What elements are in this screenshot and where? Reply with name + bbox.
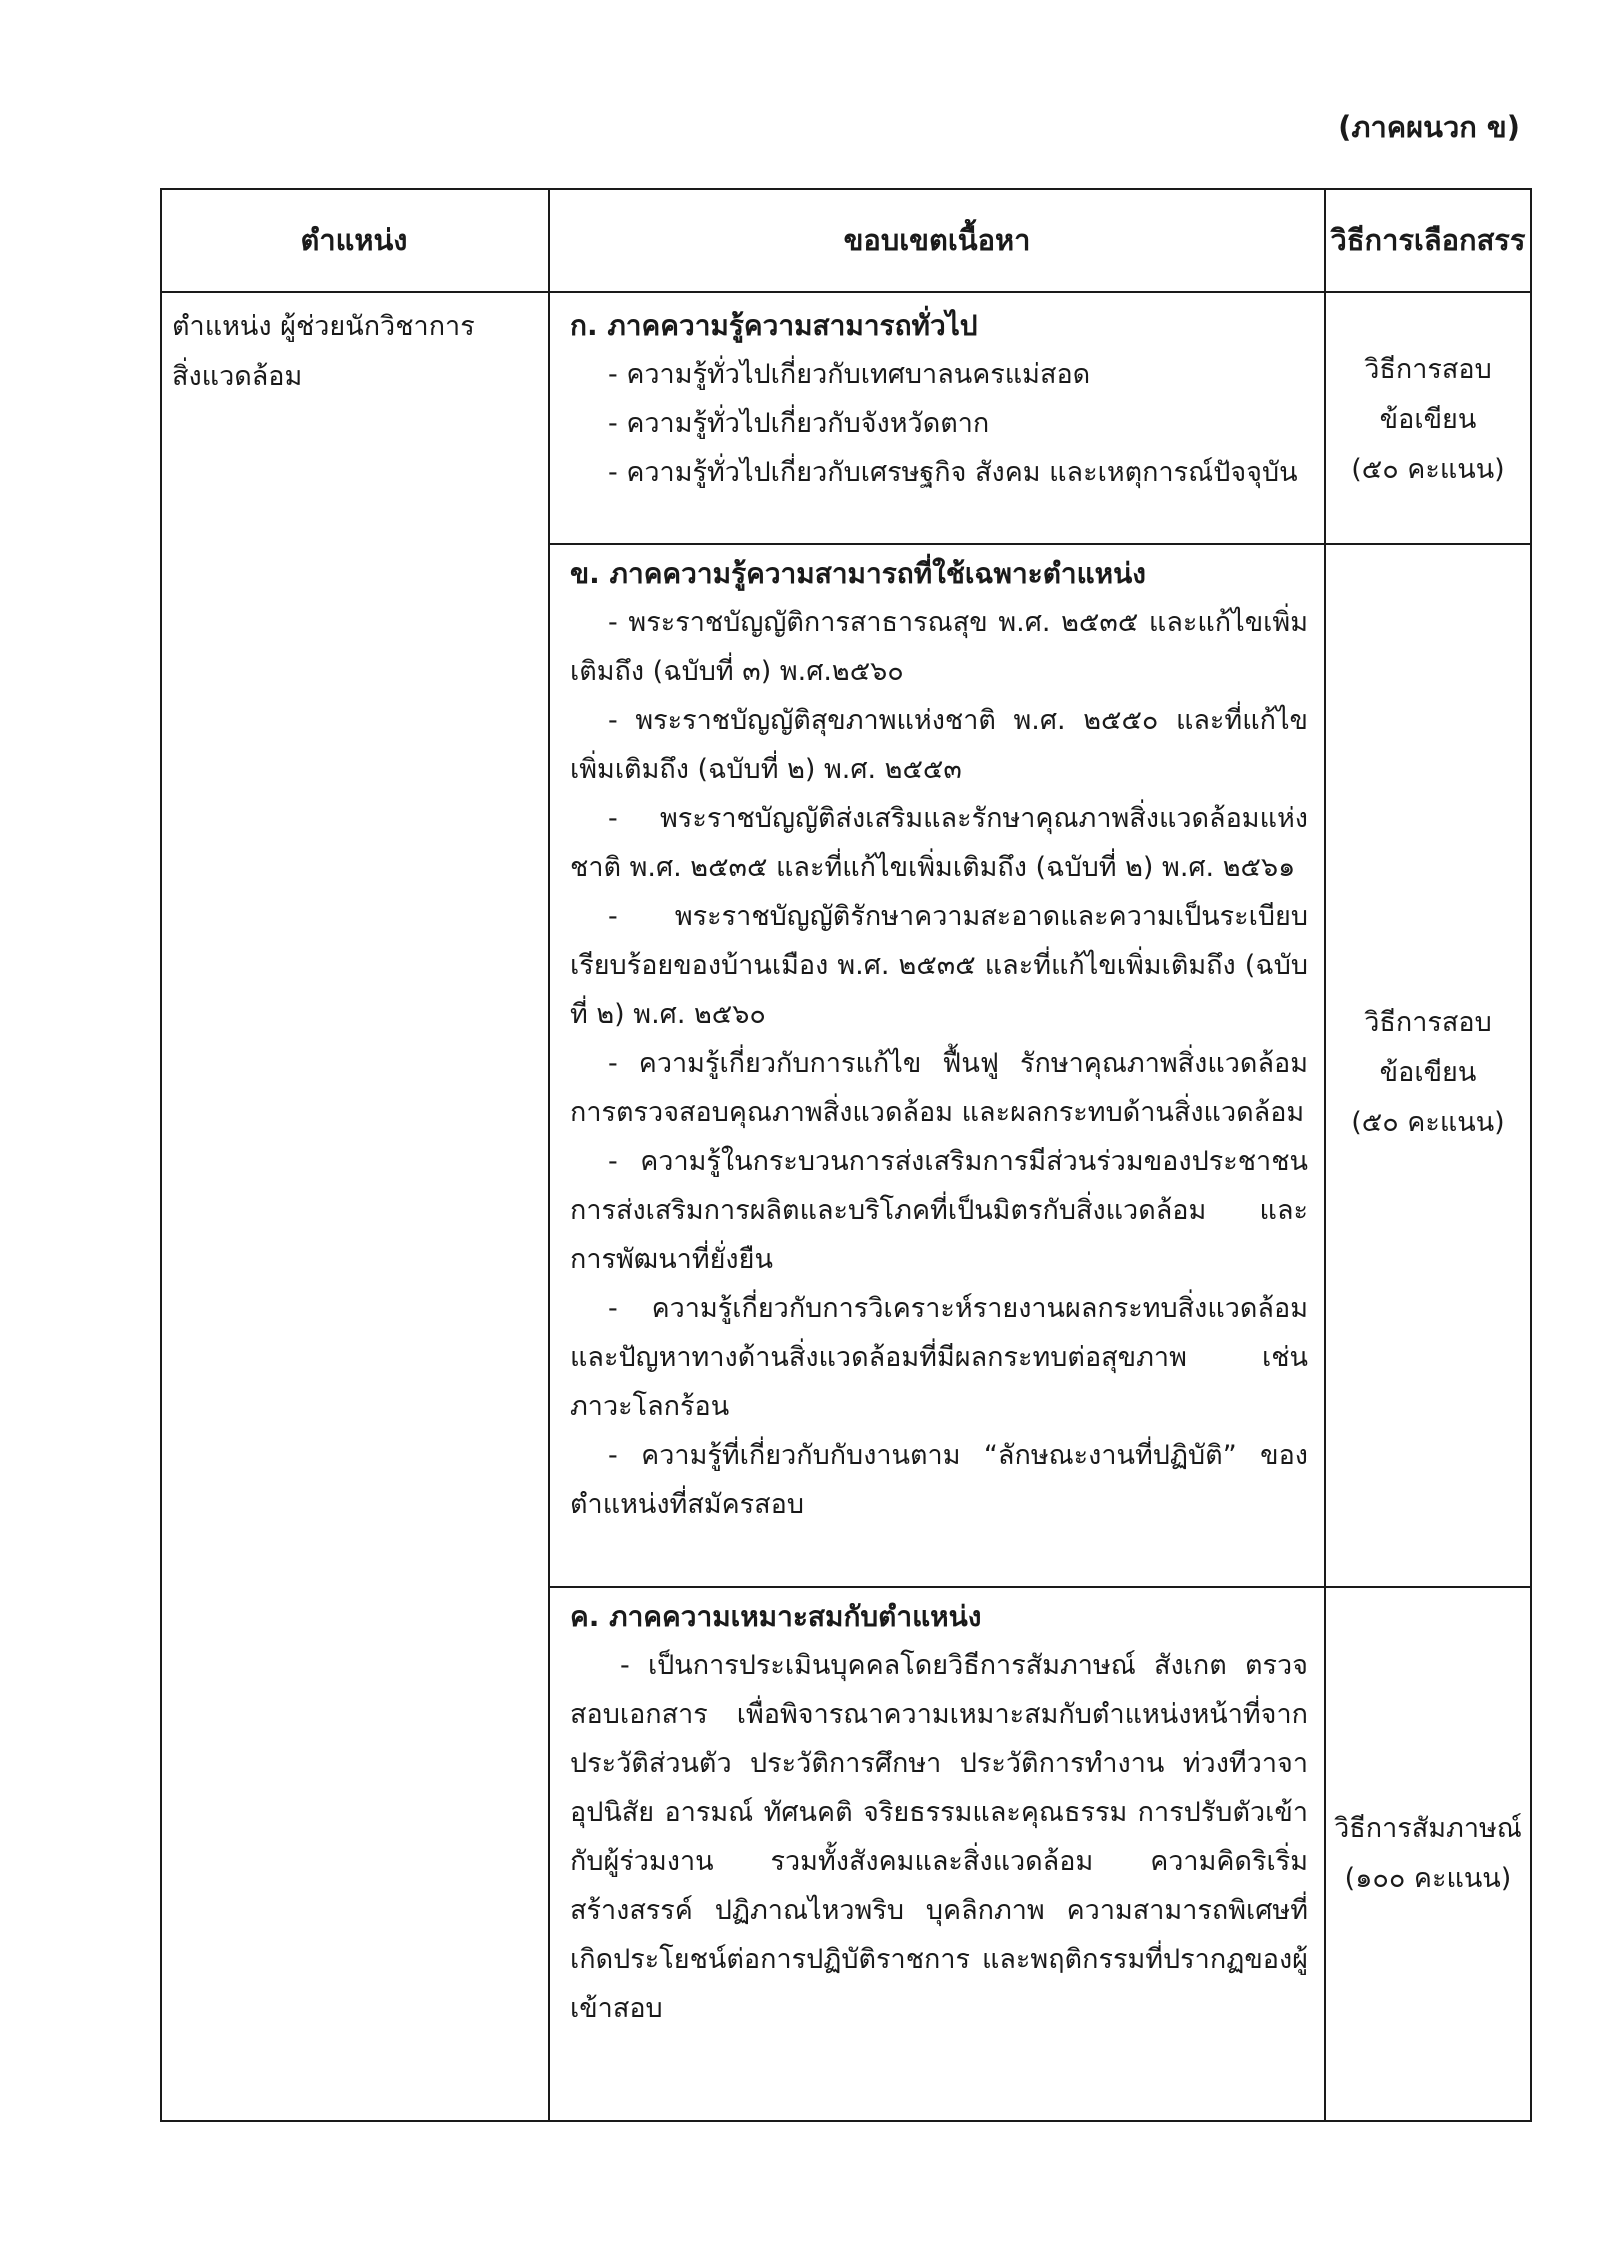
- section-divider-b: [548, 1586, 1530, 1588]
- selection-criteria-table: [160, 188, 1532, 2122]
- section-b: [558, 550, 1308, 1529]
- section-b-item: - ความรู้เกี่ยวกับการวิเคราะห์รายงานผลกระทบสิ่งแวดล้อม และปัญหาทางด้านสิ่งแวดล้อมที่มีผลกระทบต่อสุขภาพ เช่น ภาวะโลกร้อน: [570, 1293, 1308, 1422]
- method-c: [1328, 1804, 1528, 1904]
- header-scope: ขอบเขตเนื้อหา: [843, 222, 1031, 257]
- position-line-2: สิ่งแวดล้อม: [172, 361, 303, 392]
- column-divider-1: [548, 188, 550, 2120]
- method-c-line: (๑๐๐ คะแนน): [1344, 1863, 1512, 1894]
- section-a-item: - ความรู้ทั่วไปเกี่ยวกับเทศบาลนครแม่สอด: [608, 359, 1091, 390]
- method-b: [1328, 998, 1528, 1148]
- section-b-item: - พระราชบัญญัติสุขภาพแห่งชาติ พ.ศ. ๒๕๕๐ และที่แก้ไขเพิ่มเติมถึง (ฉบับที่ ๒) พ.ศ. ๒๕๕๓: [570, 705, 1308, 785]
- section-a-title: ก. ภาคความรู้ความสามารถทั่วไป: [570, 309, 978, 342]
- method-b-line: (๕๐ คะแนน): [1351, 1107, 1505, 1138]
- section-b-item: - ความรู้ในกระบวนการส่งเสริมการมีส่วนร่วมของประชาชน การส่งเสริมการผลิตและบริโภคที่เป็นมิตรกับสิ่งแวดล้อม และการพัฒนาที่ยั่งยืน: [570, 1146, 1308, 1275]
- section-b-item: - พระราชบัญญัติการสาธารณสุข พ.ศ. ๒๕๓๕ และแก้ไขเพิ่มเติมถึง (ฉบับที่ ๓) พ.ศ.๒๕๖๐: [570, 607, 1308, 687]
- section-b-item: - พระราชบัญญัติรักษาความสะอาดและความเป็นระเบียบเรียบร้อยของบ้านเมือง พ.ศ. ๒๕๓๕ และที่แก้ไขเพิ่มเติมถึง (ฉบับที่ ๒) พ.ศ. ๒๕๖๐: [570, 901, 1308, 1030]
- section-a: [558, 302, 1308, 497]
- method-b-line: ข้อเขียน: [1379, 1057, 1477, 1088]
- method-a-line: ข้อเขียน: [1379, 404, 1477, 435]
- section-b-item: - ความรู้เกี่ยวกับการแก้ไข ฟื้นฟู รักษาคุณภาพสิ่งแวดล้อม การตรวจสอบคุณภาพสิ่งแวดล้อม และผลกระทบด้านสิ่งแวดล้อม: [570, 1048, 1308, 1128]
- section-c-item: - เป็นการประเมินบุคคลโดยวิธีการสัมภาษณ์ สังเกต ตรวจสอบเอกสาร เพื่อพิจารณาความเหมาะสมกับตำแหน่งหน้าที่จากประวัติส่วนตัว ประวัติการศึกษา ประวัติการทำงาน ท่วงทีวาจา อุปนิสัย อารมณ์ ทัศนคติ จริยธรรมและคุณธรรม การปรับตัวเข้ากับผู้ร่วมงาน รวมทั้งสังคมและสิ่งแวดล้อม ความคิดริเริ่มสร้างสรรค์ ปฏิภาณไหวพริบ บุคลิกภาพ ความสามารถพิเศษที่เกิดประโยชน์ต่อการปฏิบัติราชการ และพฤติกรรมที่ปรากฏของผู้เข้าสอบ: [570, 1650, 1308, 2024]
- header-position: ตำแหน่ง: [300, 222, 408, 257]
- section-a-item: - ความรู้ทั่วไปเกี่ยวกับเศรษฐกิจ สังคม และเหตุการณ์ปัจจุบัน: [608, 457, 1298, 488]
- section-b-item: - ความรู้ที่เกี่ยวกับกับงานตาม “ลักษณะงานที่ปฏิบัติ” ของตำแหน่งที่สมัครสอบ: [570, 1440, 1308, 1520]
- position-name: [172, 302, 532, 402]
- header-divider: [160, 291, 1530, 293]
- appendix-label: (ภาคผนวก ข): [1338, 110, 1520, 144]
- column-divider-2: [1324, 188, 1326, 2120]
- method-b-line: วิธีการสอบ: [1364, 1007, 1492, 1038]
- method-a: [1328, 345, 1528, 495]
- section-c-title: ค. ภาคความเหมาะสมกับตำแหน่ง: [570, 1600, 982, 1633]
- method-a-line: (๕๐ คะแนน): [1351, 454, 1505, 485]
- method-a-line: วิธีการสอบ: [1364, 354, 1492, 385]
- header-method: วิธีการเลือกสรร: [1330, 222, 1526, 257]
- section-c: [558, 1593, 1308, 2033]
- section-a-item: - ความรู้ทั่วไปเกี่ยวกับจังหวัดตาก: [608, 408, 990, 439]
- section-b-item: - พระราชบัญญัติส่งเสริมและรักษาคุณภาพสิ่งแวดล้อมแห่งชาติ พ.ศ. ๒๕๓๕ และที่แก้ไขเพิ่มเติมถึง (ฉบับที่ ๒) พ.ศ. ๒๕๖๑: [570, 803, 1308, 883]
- section-b-title: ข. ภาคความรู้ความสามารถที่ใช้เฉพาะตำแหน่ง: [570, 557, 1146, 590]
- method-c-line: วิธีการสัมภาษณ์: [1334, 1813, 1522, 1844]
- position-line-1: ตำแหน่ง ผู้ช่วยนักวิชาการ: [172, 311, 475, 342]
- section-divider-a: [548, 543, 1530, 545]
